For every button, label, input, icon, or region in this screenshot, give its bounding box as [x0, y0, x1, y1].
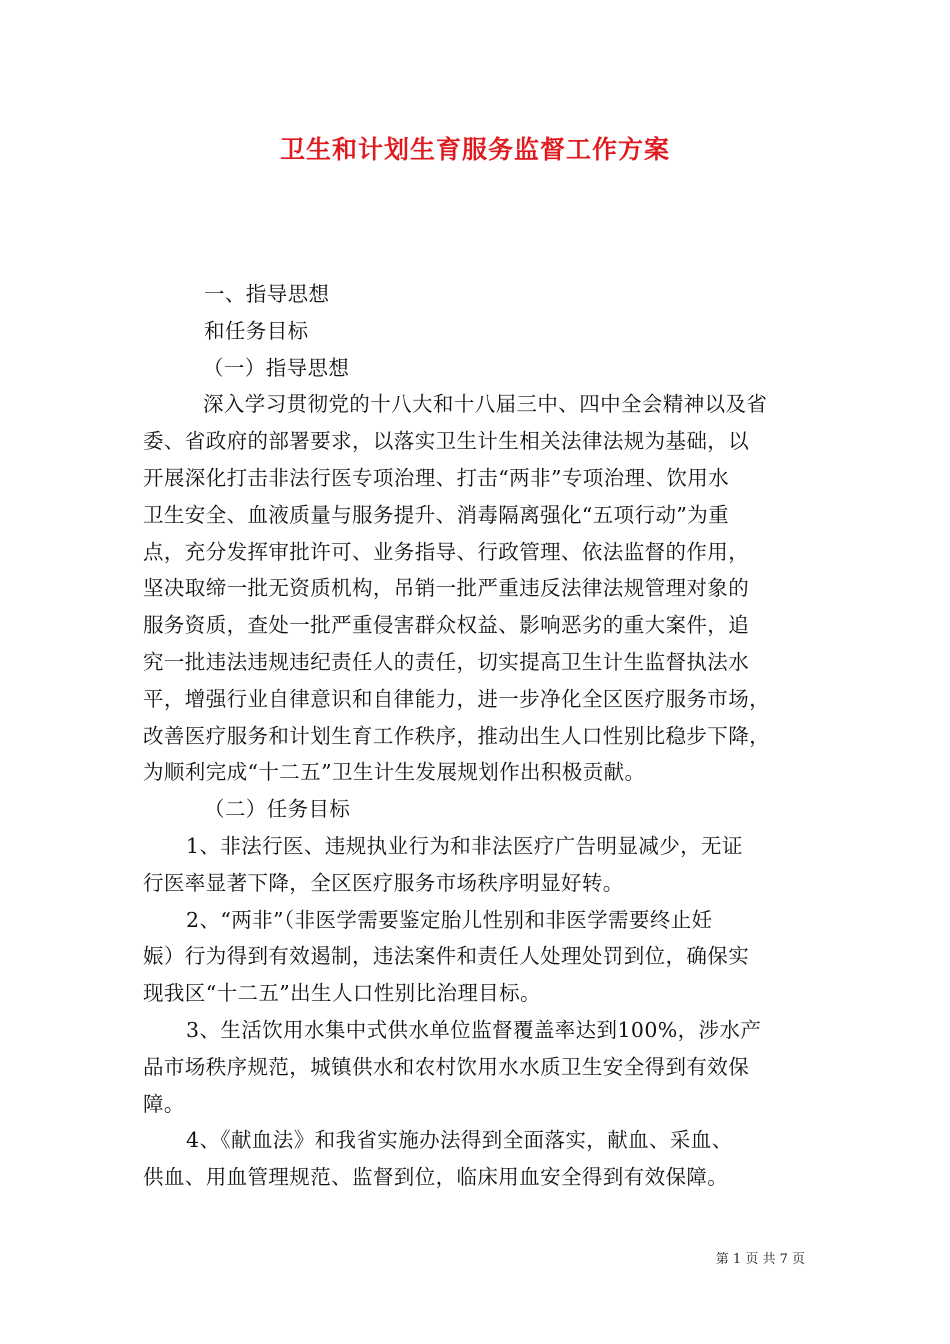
paragraph-line: 开展深化打击非法行医专项治理、打击“两非”专项治理、饮用水 [143, 465, 730, 490]
paragraph-line: 为顺利完成“十二五”卫生计生发展规划作出积极贡献。 [143, 760, 646, 785]
paragraph-line: 平，增强行业自律意识和自律能力，进一步净化全区医疗服务市场， [143, 686, 770, 711]
list-item-line: 障。 [143, 1091, 185, 1116]
section-heading: 一、指导思想 [204, 282, 330, 306]
list-item-line: 娠）行为得到有效遏制，违法案件和责任人处理处罚到位，确保实 [143, 944, 750, 969]
document-title: 卫生和计划生育服务监督工作方案 [279, 135, 670, 164]
paragraph-line: 卫生安全、血液质量与服务提升、消毒隔离强化“五项行动”为重 [143, 502, 730, 527]
document-body [143, 276, 813, 1196]
paragraph-line: 改善医疗服务和计划生育工作秩序，推动出生人口性别比稳步下降， [143, 723, 770, 748]
paragraph-line: 究一批违法违规违纪责任人的责任，切实提高卫生计生监督执法水 [143, 649, 750, 674]
list-item-line: 1、非法行医、违规执业行为和非法医疗广告明显减少，无证 [186, 833, 743, 858]
paragraph-line: 坚决取缔一批无资质机构，吊销一批严重违反法律法规管理对象的 [143, 576, 750, 601]
page-number: 第 1 页 共 7 页 [715, 1252, 805, 1267]
paragraph-line: 点，充分发挥审批许可、业务指导、行政管理、依法监督的作用， [143, 539, 750, 564]
list-item-line: 4、《献血法》和我省实施办法得到全面落实，献血、采血、 [186, 1128, 733, 1153]
paragraph-line: 委、省政府的部署要求，以落实卫生计生相关法律法规为基础，以 [143, 429, 750, 454]
list-item-line: 品市场秩序规范，城镇供水和农村饮用水水质卫生安全得到有效保 [143, 1054, 750, 1079]
list-item-line: 现我区“十二五”出生人口性别比治理目标。 [143, 981, 541, 1006]
subsection-heading: （二）任务目标 [204, 797, 351, 822]
list-item-line: 供血、用血管理规范、监督到位，临床用血安全得到有效保障。 [143, 1165, 729, 1190]
subsection-heading: （一）指导思想 [203, 355, 350, 380]
paragraph-line: 深入学习贯彻党的十八大和十八届三中、四中全会精神以及省 [203, 392, 768, 417]
section-heading-continued: 和任务目标 [204, 318, 309, 343]
list-item-line: 3、生活饮用水集中式供水单位监督覆盖率达到100%，涉水产 [186, 1017, 762, 1042]
list-item-line: 行医率显著下降，全区医疗服务市场秩序明显好转。 [143, 870, 624, 895]
paragraph-line: 服务资质，查处一批严重侵害群众权益、影响恶劣的重大案件，追 [143, 613, 750, 638]
list-item-line: 2、“两非”（非医学需要鉴定胎儿性别和非医学需要终止妊 [186, 907, 713, 932]
